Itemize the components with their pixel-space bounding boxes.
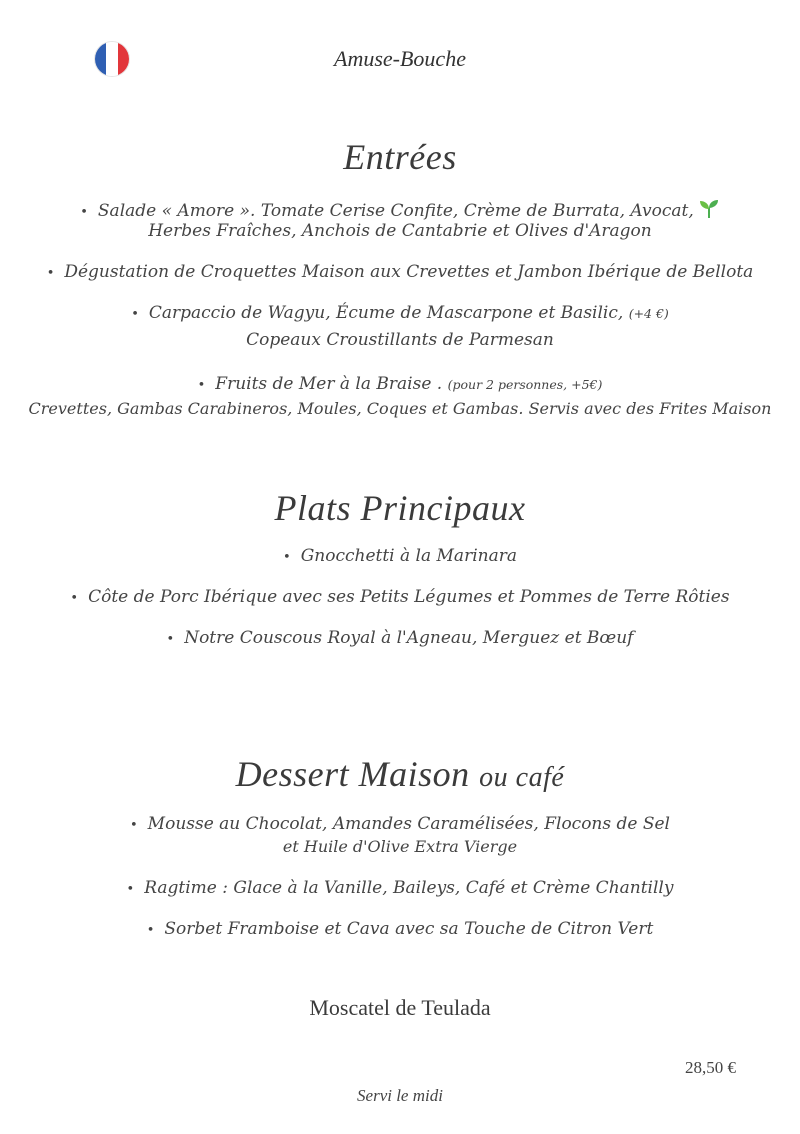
entree-item-2: • Dégustation de Croquettes Maison aux Crevettes et Jambon Ibérique de Bellota xyxy=(46,262,754,282)
plat-item-3: • Notre Couscous Royal à l'Agneau, Merguez et Bœuf xyxy=(166,628,634,648)
dessert-item-2-line1: Ragtime : Glace à la Vanille, Baileys, Café et Crème Chantilly xyxy=(144,878,674,898)
dessert-item-3-line1: Sorbet Framboise et Cava avec sa Touche de Citron Vert xyxy=(164,919,654,939)
dessert-title-main: Dessert Maison xyxy=(235,754,470,794)
entree-item-3-line1: Carpaccio de Wagyu, Écume de Mascarpone et Basilic, xyxy=(148,303,624,323)
entrees-title: Entrées xyxy=(343,137,457,177)
entree-item-4-line1: Fruits de Mer à la Braise . xyxy=(215,374,443,394)
menu-price: 28,50 € xyxy=(685,1058,736,1077)
vegetarian-sprout-icon xyxy=(698,199,720,219)
plat-item-1: • Gnocchetti à la Marinara xyxy=(283,546,517,566)
dessert-item-1-line2: et Huile d'Olive Extra Vierge xyxy=(282,837,518,856)
entree-item-1-line2: Herbes Fraîches, Anchois de Cantabrie et Olives d'Aragon xyxy=(148,221,652,241)
dessert-item-3: • Sorbet Framboise et Cava avec sa Touche de Citron Vert xyxy=(146,919,654,939)
entree-item-1-line1: Salade « Amore ». Tomate Cerise Confite, Crème de Burrata, Avocat, xyxy=(97,201,694,221)
plat-item-1-text: Gnocchetti à la Marinara xyxy=(300,546,517,566)
served-note: Servi le midi xyxy=(357,1086,443,1105)
entree-item-4: • Fruits de Mer à la Braise . (pour 2 personnes, +5€) xyxy=(197,374,603,394)
wine-title: Moscatel de Teulada xyxy=(309,995,491,1020)
dessert-item-1-line1: Mousse au Chocolat, Amandes Caramélisées, Flocons de Sel xyxy=(147,814,670,834)
dessert-title-suffix: ou café xyxy=(479,762,565,793)
plat-item-2-text: Côte de Porc Ibérique avec ses Petits Légumes et Pommes de Terre Rôties xyxy=(88,587,730,607)
entree-item-3: • Carpaccio de Wagyu, Écume de Mascarpone et Basilic, (+4 €) xyxy=(131,303,669,323)
plat-item-3-text: Notre Couscous Royal à l'Agneau, Merguez et Bœuf xyxy=(184,628,634,648)
entree-item-3-note: (+4 €) xyxy=(628,306,669,321)
entree-item-4-line2: Crevettes, Gambas Carabineros, Moules, Coques et Gambas. Servis avec des Frites Maison xyxy=(28,399,772,418)
dessert-title xyxy=(0,753,800,795)
dessert-item-1: • Mousse au Chocolat, Amandes Caramélisées, Flocons de Sel xyxy=(130,814,670,834)
dessert-item-2: • Ragtime : Glace à la Vanille, Baileys, Café et Crème Chantilly xyxy=(126,878,674,898)
entree-item-2-line1: Dégustation de Croquettes Maison aux Crevettes et Jambon Ibérique de Bellota xyxy=(64,262,754,282)
entree-item-3-line2: Copeaux Croustillants de Parmesan xyxy=(246,330,554,350)
plat-item-2: • Côte de Porc Ibérique avec ses Petits Légumes et Pommes de Terre Rôties xyxy=(70,587,730,607)
plats-title: Plats Principaux xyxy=(274,488,526,528)
amuse-bouche-heading: Amuse-Bouche xyxy=(334,46,466,71)
entree-item-4-note: (pour 2 personnes, +5€) xyxy=(447,377,603,392)
entree-item-1: • Salade « Amore ». Tomate Cerise Confite, Crème de Burrata, Avocat, xyxy=(0,199,800,224)
